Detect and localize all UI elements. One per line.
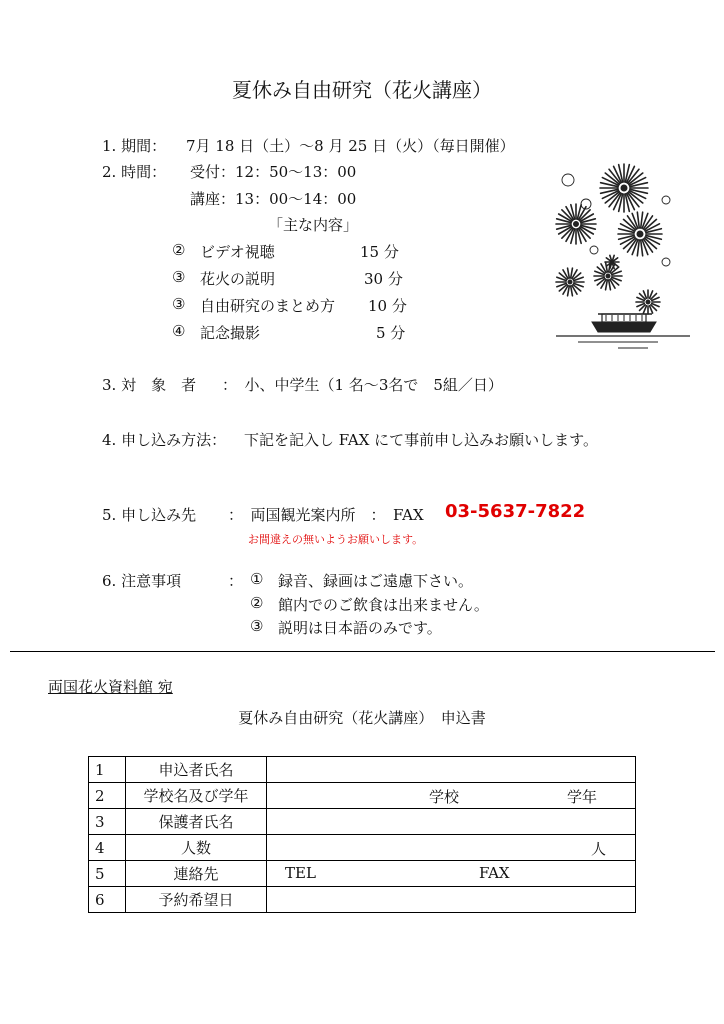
- school-suffix: 学校: [429, 788, 460, 806]
- firework-burst: [636, 290, 660, 314]
- row-number: 2: [89, 783, 126, 809]
- content-name: 自由研究のまとめ方: [200, 297, 336, 315]
- note-text: 館内でのご飲食は出来ません。: [278, 596, 489, 614]
- contact-field[interactable]: [267, 861, 636, 887]
- content-name: ビデオ視聴: [200, 243, 275, 261]
- row-label: 予約希望日: [126, 887, 267, 913]
- table-row: [89, 835, 636, 861]
- row-number: 5: [89, 861, 126, 887]
- content-duration: 5 分: [376, 324, 406, 342]
- fireworks-illustration: [548, 150, 698, 358]
- row-label: 学校名及び学年: [126, 783, 267, 809]
- firework-spark: [590, 246, 598, 254]
- content-num: ③: [172, 295, 186, 313]
- content-name: 記念撮影: [200, 324, 261, 342]
- firework-burst: [618, 212, 662, 256]
- method-value: 下記を記入し FAX にて事前申し込みお願いします。: [244, 431, 598, 449]
- row-label: 保護者氏名: [126, 809, 267, 835]
- content-duration: 30 分: [364, 270, 403, 288]
- table-row: [89, 887, 636, 913]
- application-form-table: [88, 756, 636, 913]
- row-number: 3: [89, 809, 126, 835]
- content-num: ④: [172, 322, 186, 340]
- content-num: ③: [172, 268, 186, 286]
- table-row: [89, 809, 636, 835]
- fax-label: FAX: [479, 864, 510, 882]
- fax-note: お間違えの無いようお願いします。: [248, 533, 424, 546]
- guardian-name-field[interactable]: [267, 809, 636, 835]
- firework-spark: [662, 258, 670, 266]
- period-label: 1. 期間：: [102, 137, 167, 155]
- period-value: 7月 18 日（土）～8 月 25 日（火）（毎日開催）: [186, 137, 515, 155]
- preferred-date-field[interactable]: [267, 887, 636, 913]
- tel-label: TEL: [285, 864, 316, 882]
- people-count-field[interactable]: [267, 835, 636, 861]
- row-label: 連絡先: [126, 861, 267, 887]
- applicant-name-field[interactable]: [267, 757, 636, 783]
- fax-number: 03-5637-7822: [445, 501, 586, 522]
- table-row: [89, 783, 636, 809]
- school-grade-field[interactable]: [267, 783, 636, 809]
- form-title: 夏休み自由研究（花火講座） 申込書: [238, 709, 486, 727]
- form-addressee: 両国花火資料館 宛: [48, 678, 173, 696]
- table-row: [89, 757, 636, 783]
- note-text: 録音、録画はご遠慮下さい。: [278, 572, 474, 590]
- reception-time: 受付：12：50～13：00: [190, 163, 357, 181]
- notes-colon: ：: [228, 572, 244, 590]
- content-heading: 「主な内容」: [268, 216, 359, 234]
- section-divider: [10, 651, 715, 652]
- destination-value: ： 両国観光案内所 ： FAX: [228, 506, 424, 524]
- row-number: 4: [89, 835, 126, 861]
- grade-suffix: 学年: [567, 788, 598, 806]
- destination-label: 5. 申し込み先: [102, 506, 197, 524]
- content-duration: 15 分: [360, 243, 399, 261]
- row-label: 申込者氏名: [126, 757, 267, 783]
- firework-spark: [562, 174, 574, 186]
- notes-label: 6. 注意事項: [102, 572, 182, 590]
- page-title: 夏休み自由研究（花火講座）: [232, 78, 492, 102]
- method-label: 4. 申し込み方法：: [102, 431, 227, 449]
- target-value: ： 小、中学生（1 名～3名で 5組／日）: [222, 376, 503, 394]
- row-number: 6: [89, 887, 126, 913]
- time-label: 2. 時間：: [102, 163, 167, 181]
- content-duration: 10 分: [368, 297, 407, 315]
- people-unit: 人: [591, 840, 607, 858]
- row-number: 1: [89, 757, 126, 783]
- firework-burst: [600, 164, 648, 212]
- content-name: 花火の説明: [200, 270, 276, 288]
- table-row: [89, 861, 636, 887]
- target-label: 3. 対 象 者: [102, 376, 197, 394]
- note-num: ①: [250, 570, 264, 588]
- content-num: ②: [172, 241, 186, 259]
- firework-spark: [662, 196, 670, 204]
- firework-burst: [556, 268, 584, 296]
- row-label: 人数: [126, 835, 267, 861]
- lecture-time: 講座：13：00～14：00: [190, 190, 357, 208]
- note-num: ②: [250, 594, 264, 612]
- note-text: 説明は日本語のみです。: [278, 619, 442, 637]
- boat-icon: [556, 314, 690, 348]
- note-num: ③: [250, 617, 264, 635]
- firework-burst: [556, 204, 596, 244]
